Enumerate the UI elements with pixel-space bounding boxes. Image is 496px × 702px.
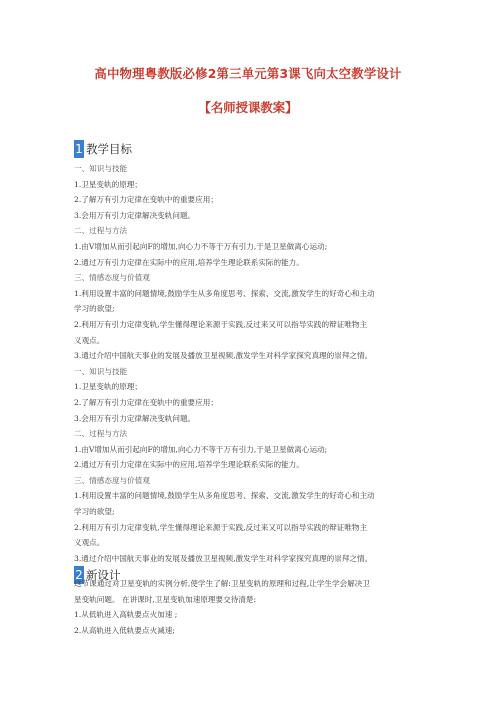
text-line: 2.了解万有引力定律在变轨中的重要应用； bbox=[74, 195, 218, 205]
text-line: 2.利用万有引力定律变轨,学生懂得理论来源于实践,反过来又可以指导实践的辩证唯物主 bbox=[74, 319, 368, 329]
text-line: 1.利用设置丰富的问题情境,鼓励学生从多角度思考、探索、交流,激发学生的好奇心和主动 bbox=[74, 288, 375, 298]
text-line: 2.从高轨进入低轨要点火减速; bbox=[74, 625, 175, 635]
text-line: 1.由V增加从而引起向F的增加,向心力不等于万有引力,于是卫星做离心运动; bbox=[74, 241, 328, 251]
text-line: 义观点。 bbox=[74, 538, 105, 548]
text-line: 2.了解万有引力定律在变轨中的重要应用； bbox=[74, 397, 218, 407]
section-header-objectives bbox=[74, 140, 132, 158]
text-line: 3.通过介绍中国航天事业的发展及播放卫星视频,激发学生对科学家探究真理的崇拜之情。 bbox=[74, 351, 373, 361]
text-line: 3.会用万有引力定律解决变轨问题。 bbox=[74, 210, 196, 220]
text-line: 一、知识与技能 bbox=[74, 366, 128, 376]
text-line: 学习的欲望; bbox=[74, 304, 115, 314]
section-body-new-design bbox=[74, 576, 424, 638]
text-line: 3.通过介绍中国航天事业的发展及播放卫星视频,激发学生对科学家探究真理的崇拜之情。 bbox=[74, 553, 373, 563]
text-line: 1.利用设置丰富的问题情境,鼓励学生从多角度思考、探索、交流,激发学生的好奇心和主动 bbox=[74, 491, 375, 501]
text-line: 1.由V增加从而引起向F的增加,向心力不等于万有引力,于是卫星做离心运动; bbox=[74, 444, 328, 454]
text-line: 这节课通过对卫星变轨的实例分析,使学生了解:卫星变轨的原理和过程,让学生学会解决卫 bbox=[74, 579, 370, 588]
text-line: 星变轨问题。 在讲课时,卫星变轨加速原理要交待清楚: bbox=[74, 594, 257, 604]
text-line: 二、过程与方法 bbox=[74, 429, 128, 439]
text-line: 2.通过万有引力定律在实际中的应用,培养学生理论联系实际的能力。 bbox=[74, 257, 304, 267]
section-title: 新设计 bbox=[86, 568, 121, 582]
page-title: 高中物理粤教版必修2第三单元第3课飞向太空教学设计 bbox=[94, 66, 402, 81]
section-title: 教学目标 bbox=[86, 142, 132, 156]
text-line: 1.从低轨进入高轨要点火加速 ; bbox=[74, 610, 178, 620]
text-line: 三、情感态度与价值观 bbox=[74, 475, 150, 485]
text-line: 2.通过万有引力定律在实际中的应用,培养学生理论联系实际的能力。 bbox=[74, 460, 304, 470]
section-number-badge: 2 bbox=[75, 568, 83, 582]
text-line: 义观点。 bbox=[74, 335, 105, 345]
page-subtitle: 【名师授课教案】 bbox=[198, 100, 298, 115]
section-number-badge: 1 bbox=[75, 142, 83, 156]
text-line: 学习的欲望; bbox=[74, 507, 115, 517]
text-line: 1.卫星变轨的原理； bbox=[74, 382, 142, 392]
text-line: 三、情感态度与价值观 bbox=[74, 273, 150, 283]
text-line: 二、过程与方法 bbox=[74, 226, 128, 236]
text-line: 1.卫星变轨的原理； bbox=[74, 179, 142, 189]
section-body-objectives bbox=[74, 161, 424, 566]
text-line: 3.会用万有引力定律解决变轨问题。 bbox=[74, 413, 196, 423]
text-line: 2.利用万有引力定律变轨,学生懂得理论来源于实践,反过来又可以指导实践的辩证唯物主 bbox=[74, 522, 368, 532]
text-line: 一、知识与技能 bbox=[74, 164, 128, 173]
